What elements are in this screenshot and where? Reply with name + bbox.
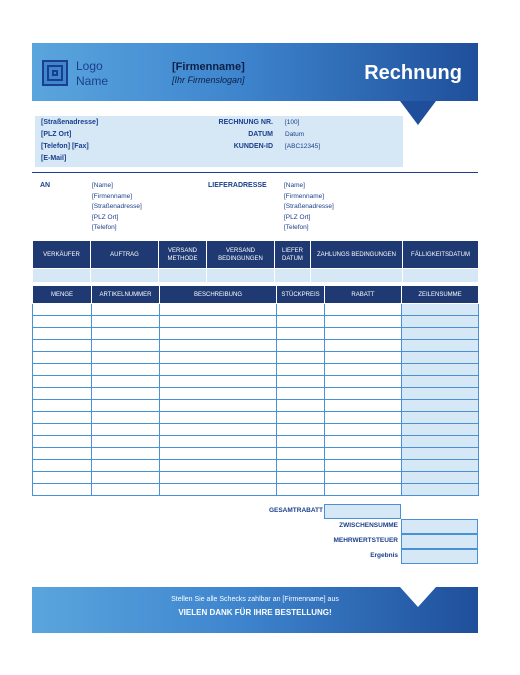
table-row [33,412,479,424]
item-cell[interactable] [92,376,160,388]
page-title: Rechnung [364,62,462,84]
address-block [35,116,403,167]
item-cell[interactable] [92,364,160,376]
item-cell[interactable] [325,472,402,484]
item-cell[interactable] [277,376,325,388]
seller-cell[interactable] [33,269,91,283]
item-cell[interactable] [92,448,160,460]
subtotal-field[interactable] [401,519,478,534]
city-field[interactable]: [PLZ Ort] [41,131,72,138]
header-unit-price: STÜCKPREIS [277,286,325,304]
table-row [33,448,479,460]
ship-to-line[interactable]: [Telefon] [284,224,309,231]
logo-icon [42,60,68,86]
ship-to-line[interactable]: [PLZ Ort] [284,213,311,221]
item-cell[interactable] [277,352,325,364]
payment-terms-cell[interactable] [311,269,403,283]
item-cell[interactable] [160,388,277,400]
table-row [33,364,479,376]
item-cell[interactable] [325,424,402,436]
order-info-table [32,240,479,283]
shipping-terms-cell[interactable] [207,269,275,283]
phone-field[interactable]: [Telefon] [Fax] [41,143,89,150]
header-discount: RABATT [325,286,402,304]
item-cell[interactable] [325,340,402,352]
header-shipping-method: VERSAND METHODE [159,241,207,269]
bill-to-line[interactable]: [Name] [92,182,113,189]
item-cell[interactable] [33,448,92,460]
ship-to-line[interactable]: [Name] [284,182,305,189]
date-label: DATUM [248,131,273,138]
customer-id-label: KUNDEN-ID [233,143,273,150]
item-cell[interactable] [92,388,160,400]
bill-to-label: AN [40,182,51,189]
item-cell[interactable] [402,400,479,412]
item-cell[interactable] [402,388,479,400]
item-cell[interactable] [325,436,402,448]
item-cell[interactable] [277,340,325,352]
table-row [33,316,479,328]
item-cell[interactable] [160,340,277,352]
item-cell[interactable] [92,328,160,340]
item-cell[interactable] [402,328,479,340]
item-cell[interactable] [33,364,92,376]
item-cell[interactable] [160,376,277,388]
header-order: AUFTRAG [91,241,159,269]
item-cell[interactable] [33,412,92,424]
bill-to-line[interactable]: [PLZ Ort] [92,213,119,221]
item-cell[interactable] [277,388,325,400]
item-cell[interactable] [402,460,479,472]
bill-to-line[interactable]: [Telefon] [92,224,117,231]
total-discount-label: GESAMTRABATT [268,507,323,514]
item-cell[interactable] [402,340,479,352]
item-cell[interactable] [92,436,160,448]
item-cell[interactable] [325,484,402,496]
table-row [33,460,479,472]
tax-field[interactable] [401,534,478,549]
item-cell[interactable] [277,436,325,448]
item-cell[interactable] [402,484,479,496]
date-field[interactable]: Datum [285,131,305,138]
item-cell[interactable] [33,316,92,328]
table-row [33,304,479,316]
item-cell[interactable] [33,400,92,412]
header-shipping-terms: VERSAND BEDINGUNGEN [207,241,275,269]
item-cell[interactable] [92,304,160,316]
item-cell[interactable] [160,412,277,424]
item-cell[interactable] [325,364,402,376]
shipping-method-cell[interactable] [159,269,207,283]
item-cell[interactable] [92,460,160,472]
item-cell[interactable] [277,400,325,412]
item-cell[interactable] [277,448,325,460]
item-cell[interactable] [92,316,160,328]
item-cell[interactable] [325,304,402,316]
table-row [33,340,479,352]
customer-id-field[interactable]: [ABC12345] [285,143,321,150]
ship-to-line[interactable]: [Straßenadresse] [284,203,334,210]
item-cell[interactable] [160,448,277,460]
firm-name[interactable]: [Firmenname] [172,61,245,73]
item-cell[interactable] [160,364,277,376]
item-cell[interactable] [92,340,160,352]
table-row [33,484,479,496]
item-cell[interactable] [33,328,92,340]
item-cell[interactable] [160,400,277,412]
invoice-number-label: RECHNUNG NR. [218,119,273,126]
item-cell[interactable] [160,436,277,448]
item-cell[interactable] [33,460,92,472]
item-cell[interactable] [33,424,92,436]
bill-to-line[interactable]: [Straßenadresse] [92,203,142,210]
table-row [33,376,479,388]
item-cell[interactable] [92,352,160,364]
total-discount-field[interactable] [324,504,401,519]
item-cell[interactable] [402,352,479,364]
subtotal-label: ZWISCHENSUMME [339,522,398,529]
header-item-number: ARTIKELNUMMER [92,286,160,304]
item-cell[interactable] [277,328,325,340]
header-quantity: MENGE [33,286,92,304]
table-row [33,472,479,484]
item-cell[interactable] [277,472,325,484]
item-cell[interactable] [33,352,92,364]
item-cell[interactable] [160,304,277,316]
item-cell[interactable] [325,388,402,400]
delivery-date-cell[interactable] [275,269,311,283]
order-cell[interactable] [91,269,159,283]
due-date-cell[interactable] [403,269,479,283]
tax-label: MEHRWERTSTEUER [333,537,398,544]
header-delivery-date: LIEFER DATUM [275,241,311,269]
item-cell[interactable] [33,484,92,496]
item-cell[interactable] [277,484,325,496]
item-cell[interactable] [92,472,160,484]
item-cell[interactable] [160,424,277,436]
thank-you-message: VIELEN DANK FÜR IHRE BESTELLUNG! [178,608,332,617]
invoice-page [32,43,478,633]
street-field[interactable]: [Straßenadresse] [41,119,99,126]
item-cell[interactable] [325,448,402,460]
bill-to-line[interactable]: [Firmenname] [92,192,133,200]
item-cell[interactable] [160,328,277,340]
item-cell[interactable] [92,424,160,436]
table-row [33,388,479,400]
bill-to-address [92,181,142,234]
item-cell[interactable] [402,448,479,460]
item-cell[interactable] [325,460,402,472]
item-cell[interactable] [277,316,325,328]
item-cell[interactable] [92,484,160,496]
ship-to-address [284,181,334,234]
item-cell[interactable] [325,352,402,364]
header-seller: VERKÄUFER [33,241,91,269]
item-cell[interactable] [160,484,277,496]
item-cell[interactable] [33,340,92,352]
header-payment-terms: ZAHLUNGS BEDINGUNGEN [311,241,403,269]
payment-note: Stellen Sie alle Schecks zahlbar an [Firmenname] aus [171,596,339,603]
logo-name: Logo Name [76,59,109,88]
item-cell[interactable] [33,436,92,448]
item-cell[interactable] [402,412,479,424]
item-cell[interactable] [325,412,402,424]
item-cell[interactable] [325,316,402,328]
item-cell[interactable] [277,304,325,316]
item-cell[interactable] [277,460,325,472]
header-line-total: ZEILENSUMME [402,286,479,304]
item-cell[interactable] [402,316,479,328]
item-cell[interactable] [325,328,402,340]
invoice-number-field[interactable]: [100] [285,119,300,126]
item-cell[interactable] [92,400,160,412]
firm-slogan[interactable]: [Ihr Firmenslogan] [172,75,245,85]
table-row [33,352,479,364]
table-row [33,436,479,448]
section-divider [32,172,478,173]
item-cell[interactable] [402,376,479,388]
item-cell[interactable] [402,304,479,316]
item-cell[interactable] [160,352,277,364]
item-cell[interactable] [33,388,92,400]
item-cell[interactable] [325,400,402,412]
header-description: BESCHREIBUNG [160,286,277,304]
total-label: Ergebnis [370,552,398,559]
item-cell[interactable] [277,412,325,424]
header-notch [400,101,436,125]
item-cell[interactable] [92,412,160,424]
item-cell[interactable] [33,472,92,484]
item-cell[interactable] [33,376,92,388]
item-cell[interactable] [402,472,479,484]
item-cell[interactable] [402,436,479,448]
total-field[interactable] [401,549,478,564]
table-row [33,424,479,436]
table-row [33,328,479,340]
item-cell[interactable] [33,304,92,316]
table-row [33,400,479,412]
item-cell[interactable] [160,472,277,484]
item-cell[interactable] [402,424,479,436]
header-due-date: FÄLLIGKEITSDATUM [403,241,479,269]
email-field[interactable]: [E-Mail] [41,155,67,162]
ship-to-label: LIEFERADRESSE [208,182,267,189]
item-cell[interactable] [402,364,479,376]
item-cell[interactable] [160,316,277,328]
item-cell[interactable] [325,376,402,388]
line-items-table [32,285,479,496]
item-cell[interactable] [277,364,325,376]
item-cell[interactable] [160,460,277,472]
item-cell[interactable] [277,424,325,436]
ship-to-line[interactable]: [Firmenname] [284,192,325,200]
